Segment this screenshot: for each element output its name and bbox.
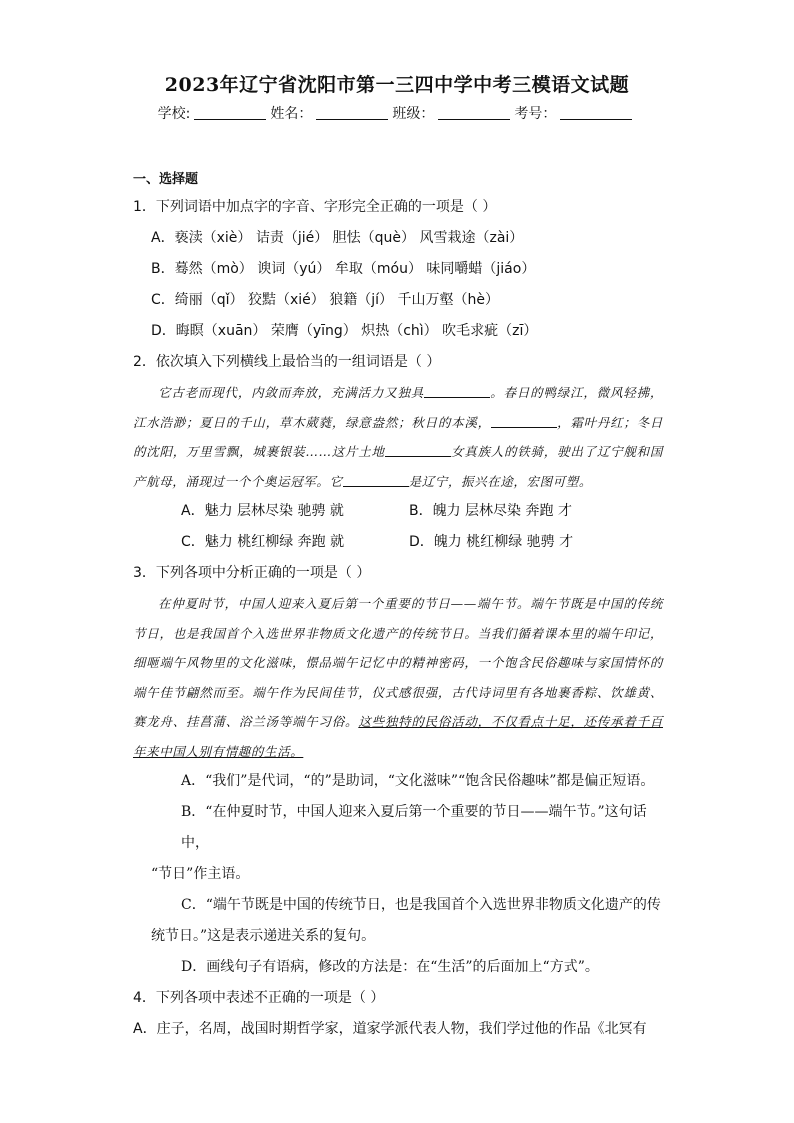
student-info-line bbox=[0, 103, 794, 123]
question-2-stem: 2．依次填入下列横线上最恰当的一组词语是（ ） bbox=[133, 354, 441, 370]
exam-no-blank[interactable] bbox=[560, 105, 632, 120]
exam-no-label: 考号： bbox=[514, 106, 557, 122]
school-label: 学校: bbox=[157, 106, 191, 122]
question-3-option-a[interactable]: A．“我们”是代词，“的”是助词，“文化滋味”“饱含民俗趣味”都是偏正短语。 bbox=[181, 773, 655, 789]
underlined-sentence: 这些独特的民俗活动，不仅看点十足，还传承着千百年来中国人别有情趣的生活。 bbox=[133, 714, 663, 759]
question-1-option-b[interactable]: B．蓦然（mò） 谀词（yú） 牟取（móu） 味同嚼蜡（jiáo） bbox=[151, 261, 536, 277]
passage-text: 在仲夏时节，中国人迎来入夏后第一个重要的节日——端午节。端午节既是中国的传统节日，也是我国首个入选世界非物质文化遗产的传统节日。当我们循着课本里的端午印记，细咂端午风物里的文化滋味，憬品端午记忆中的精神密码，一个饱含民俗趣味与家国情怀的端午佳节翩然而至。端午作为民间佳节，仪式感很强，古代诗词里有各地裹香粽、饮雄黄、赛龙舟、挂菖蒲、浴兰汤等端午习俗。 bbox=[133, 596, 663, 729]
passage-text: 它古老而现代，内敛而奔放，充满活力又独具 bbox=[158, 385, 425, 400]
passage-text: 。春日的鸭绿江，微风轻拂，江水浩渺；夏日的千山，草木葳蕤，绿意盎然；秋日的本溪， bbox=[133, 385, 663, 430]
name-blank[interactable] bbox=[316, 105, 388, 120]
question-3-option-b-cont[interactable]: “节日”作主语。 bbox=[151, 866, 250, 882]
fill-blank-1 bbox=[424, 385, 490, 398]
question-2-passage bbox=[133, 378, 663, 496]
question-2-option-d[interactable]: D．魄力 桃红柳绿 驰骋 才 bbox=[409, 534, 574, 550]
fill-blank-2 bbox=[491, 415, 557, 428]
passage-text: ，霜叶丹红；冬日的沈阳，万里雪飘，城裹银装……这片土地 bbox=[133, 414, 663, 459]
question-2-option-c[interactable]: C．魅力 桃红柳绿 奔跑 就 bbox=[181, 534, 345, 550]
question-1-option-d[interactable]: D．晦瞑（xuān） 荣膺（yīng） 炽热（chì） 吹毛求疵（zī） bbox=[151, 323, 538, 339]
question-2-options-row-1 bbox=[133, 496, 663, 527]
question-3-stem: 3．下列各项中分析正确的一项是（ ） bbox=[133, 565, 371, 581]
name-label: 姓名： bbox=[270, 106, 313, 122]
question-3-option-c-cont[interactable]: 统节日。”这是表示递进关系的复句。 bbox=[151, 928, 376, 944]
question-3-option-b[interactable]: B．“在仲夏时节，中国人迎来入夏后第一个重要的节日——端午节。”这句话中， bbox=[181, 804, 647, 851]
passage-text: 女真族人的铁骑，驶出了辽宁舰和国产航母，涌现过一个个奥运冠军。它 bbox=[133, 444, 663, 489]
fill-blank-4 bbox=[343, 474, 409, 487]
question-4-option-a[interactable]: A．庄子，名周，战国时期哲学家，道家学派代表人物，我们学过他的作品《北冥有 bbox=[133, 1021, 647, 1037]
question-2-options-row-2 bbox=[133, 527, 663, 558]
question-1-option-a[interactable]: A．亵渎（xiè） 诘责（jié） 胆怯（què） 风雪栽途（zài） bbox=[151, 230, 524, 246]
question-3-option-c[interactable]: C．“端午节既是中国的传统节日，也是我国首个入选世界非物质文化遗产的传 bbox=[181, 897, 661, 913]
school-blank[interactable] bbox=[194, 105, 266, 120]
question-2-option-b[interactable]: B．魄力 层林尽染 奔跑 才 bbox=[409, 503, 572, 519]
fill-blank-3 bbox=[385, 444, 451, 457]
passage-text: 是辽宁，振兴在途，宏图可塑。 bbox=[408, 473, 593, 489]
question-4-stem: 4．下列各项中表述不正确的一项是（ ） bbox=[133, 990, 385, 1006]
question-3-options bbox=[133, 766, 663, 983]
page-title: 2023年辽宁省沈阳市第一三四中学中考三模语文试题 bbox=[164, 74, 630, 96]
question-1-stem: 1．下列词语中加点字的字音、字形完全正确的一项是（ ） bbox=[133, 199, 497, 215]
class-blank[interactable] bbox=[438, 105, 510, 120]
question-3-option-d[interactable]: D．画线句子有语病，修改的方法是：在“生活”的后面加上“方式”。 bbox=[181, 959, 599, 975]
question-1-option-c[interactable]: C．绮丽（qǐ） 狡黠（xié） 狼籍（jí） 千山万壑（hè） bbox=[151, 292, 499, 308]
exam-content bbox=[133, 168, 663, 1045]
class-label: 班级： bbox=[392, 106, 435, 122]
question-3-passage bbox=[133, 589, 663, 766]
question-2-option-a[interactable]: A．魅力 层林尽染 驰骋 就 bbox=[181, 503, 344, 519]
section-heading: 一、选择题 bbox=[133, 172, 199, 187]
